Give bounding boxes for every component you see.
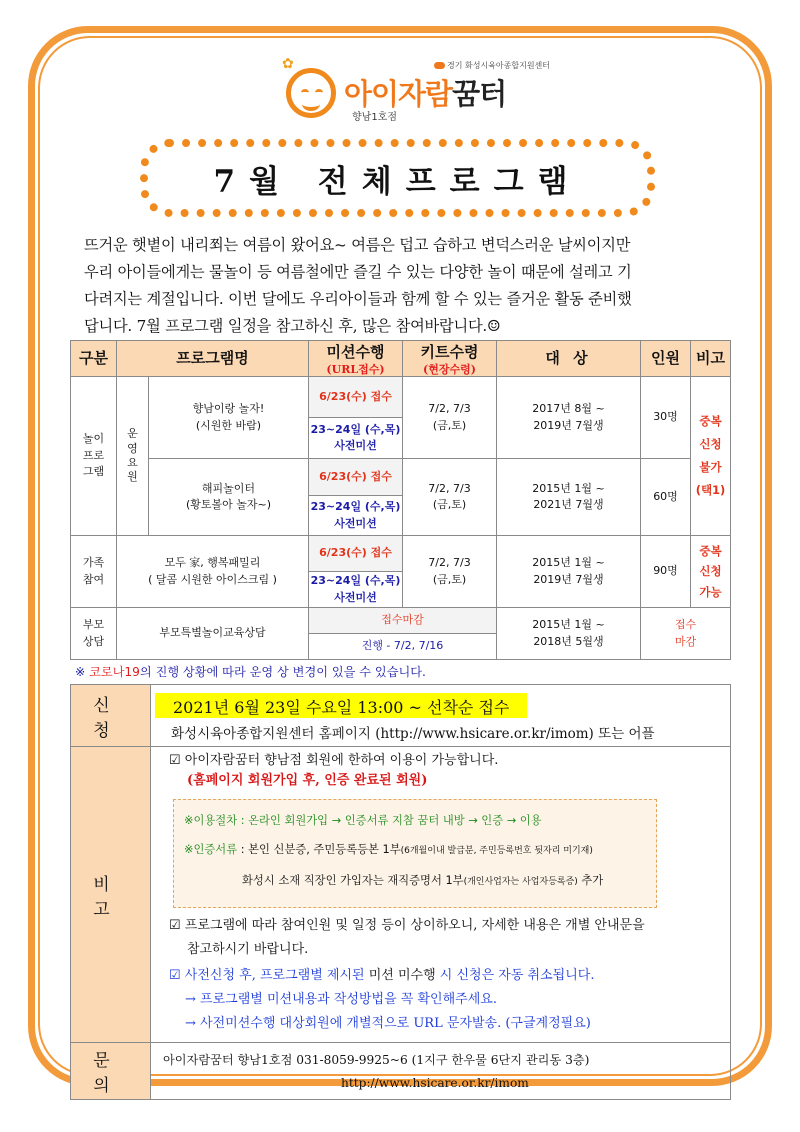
cell-people: 60명 xyxy=(641,459,691,536)
note-line: → 프로그램별 미션내용과 작성방법을 꼭 확인해주세요. xyxy=(185,992,497,1007)
header-kit: 키트수령 (현장수령) xyxy=(403,341,497,377)
smile-face-icon xyxy=(286,68,336,118)
apply-site: 화성시육아종합지원센터 홈페이지 (http://www.hsicare.or.kr/imom) 또는 어플 xyxy=(171,726,655,742)
cell-mission: 23~24일 (수,목) 사전미션 xyxy=(309,496,403,536)
program-table xyxy=(70,340,731,660)
documents-line-2: 화성시 소재 직장인 가입자는 재직증명서 1부(개인사업자는 사업자등록증) 추가 xyxy=(242,874,604,887)
documents-line: ※인증서류 : 본인 신분증, 주민등록등본 1부(6개월이내 발급분, 주민등록번호 뒷자리 미기재) xyxy=(184,843,593,856)
intro-line: 다려지는 계절입니다. 이번 달에도 우리아이들과 함께 할 수 있는 즐거운 활동 준비했 xyxy=(84,290,632,308)
header-people: 인원 xyxy=(641,341,691,377)
cell-category-family: 가족 참여 xyxy=(71,536,117,608)
apply-label: 신 청 xyxy=(71,685,151,747)
covid-notice: ※ 코로나19의 진행 상황에 따라 운영 상 변경이 있을 수 있습니다. xyxy=(75,665,426,679)
cell-kit: 7/2, 7/3 (금,토) xyxy=(403,377,497,459)
info-table xyxy=(70,684,731,1100)
cell-category-parent: 부모 상담 xyxy=(71,608,117,660)
logo xyxy=(282,56,551,126)
contact-url[interactable]: http://www.hsicare.or.kr/imom xyxy=(341,1076,529,1090)
apply-row xyxy=(71,685,731,747)
intro-line: 우리 아이들에게는 물놀이 등 여름철에만 즐길 수 있는 다양한 놀이 때문에 설레고 기 xyxy=(84,263,632,281)
header-program: 프로그램명 xyxy=(117,341,309,377)
note-line: 참고하시기 바랍니다. xyxy=(187,942,309,957)
title-box xyxy=(140,139,655,217)
table-row xyxy=(71,459,731,496)
cell-target: 2015년 1월 ~ 2021년 7월생 xyxy=(497,459,641,536)
cell-kit: 7/2, 7/3 (금,토) xyxy=(403,459,497,536)
cell-registration: 6/23(수) 접수 xyxy=(309,377,403,418)
cell-group-run: 운 영 요 원 xyxy=(117,377,149,536)
procedure-line: ※이용절차 : 온라인 회원가입 → 인증서류 지참 꿈터 내방 → 인증 → 이용 xyxy=(184,814,542,827)
logo-org: 경기 화성시육아종합지원센터 xyxy=(434,60,550,71)
note-line: ☑ 프로그램에 따라 참여인원 및 일정 등이 상이하오니, 자세한 내용은 개별 안내문을 xyxy=(169,918,645,933)
cell-registration: 6/23(수) 접수 xyxy=(309,536,403,572)
cell-target: 2015년 1월 ~ 2019년 7월생 xyxy=(497,536,641,608)
contact-label: 문 의 xyxy=(71,1043,151,1100)
contact-content xyxy=(151,1043,731,1100)
header-note: 비고 xyxy=(691,341,731,377)
intro-line: 답니다. 7월 프로그램 일정을 참고하신 후, 많은 참여바랍니다.☺ xyxy=(84,317,501,335)
contact-row xyxy=(71,1043,731,1100)
apply-date: 2021년 6월 23일 수요일 13:00 ~ 선착순 접수 xyxy=(155,693,527,718)
page-title: 7월 전체프로그램 xyxy=(213,163,582,200)
table-row xyxy=(71,377,731,418)
cell-note-duplicate-ok: 중복 신청 가능 xyxy=(691,536,731,608)
table-row xyxy=(71,536,731,572)
table-row xyxy=(71,608,731,634)
cell-category-play: 놀이 프로 그램 xyxy=(71,377,117,536)
cell-note-closed: 접수 마감 xyxy=(641,608,731,660)
cell-mission: 23~24일 (수,목) 사전미션 xyxy=(309,418,403,459)
header-category: 구분 xyxy=(71,341,117,377)
note-row xyxy=(71,747,731,1043)
note-line: ☑ 아이자람꿈터 향남점 회원에 한하여 이용이 가능합니다. xyxy=(169,753,499,768)
header-target: 대 상 xyxy=(497,341,641,377)
cell-target: 2015년 1월 ~ 2018년 5월생 xyxy=(497,608,641,660)
cell-target: 2017년 8월 ~ 2019년 7월생 xyxy=(497,377,641,459)
cell-closed: 접수마감 xyxy=(309,608,497,634)
cell-program-name: 부모특별놀이교육상담 xyxy=(117,608,309,660)
table-header xyxy=(71,341,731,377)
cell-people: 30명 xyxy=(641,377,691,459)
header-mission: 미션수행 (URL접수) xyxy=(309,341,403,377)
procedure-box xyxy=(173,799,657,908)
cell-mission: 23~24일 (수,목) 사전미션 xyxy=(309,572,403,608)
intro-line: 뜨거운 햇볕이 내리쬐는 여름이 왔어요~ 여름은 덥고 습하고 변덕스러운 날씨이지만 xyxy=(84,236,631,254)
cell-progress: 진행 - 7/2, 7/16 xyxy=(309,634,497,660)
note-line: ☑ 사전신청 후, 프로그램별 제시된 미션 미수행 시 신청은 자동 취소됩니다. xyxy=(169,968,595,983)
intro-text xyxy=(84,232,724,340)
cell-kit: 7/2, 7/3 (금,토) xyxy=(403,536,497,608)
cell-note-duplicate: 중복 신청 불가 (택1) xyxy=(691,377,731,536)
cell-registration: 6/23(수) 접수 xyxy=(309,459,403,496)
apply-content xyxy=(151,685,731,747)
logo-title: 아이자람꿈터 xyxy=(344,77,507,111)
logo-branch: 향남1호점 xyxy=(352,112,398,123)
cell-program-name: 모두 家, 행복패밀리 ( 달콤 시원한 아이스크림 ) xyxy=(117,536,309,608)
note-line: (홈페이지 회원가입 후, 인증 완료된 회원) xyxy=(187,773,428,788)
note-line: → 사전미션수행 대상회원에 개별적으로 URL 문자발송. (구글계정필요) xyxy=(185,1016,591,1031)
note-content xyxy=(151,747,731,1043)
contact-line: 아이자람꿈터 향남1호점 031-8059-9925~6 (1지구 한우물 6단지 관리동 3층) xyxy=(163,1053,590,1067)
cell-people: 90명 xyxy=(641,536,691,608)
note-label: 비 고 xyxy=(71,747,151,1043)
cell-program-name: 해피놀이터 (황토볼아 놀자~) xyxy=(149,459,309,536)
sprout-icon: ✿ xyxy=(282,56,294,72)
cell-program-name: 향남이랑 놀자! (시원한 바람) xyxy=(149,377,309,459)
